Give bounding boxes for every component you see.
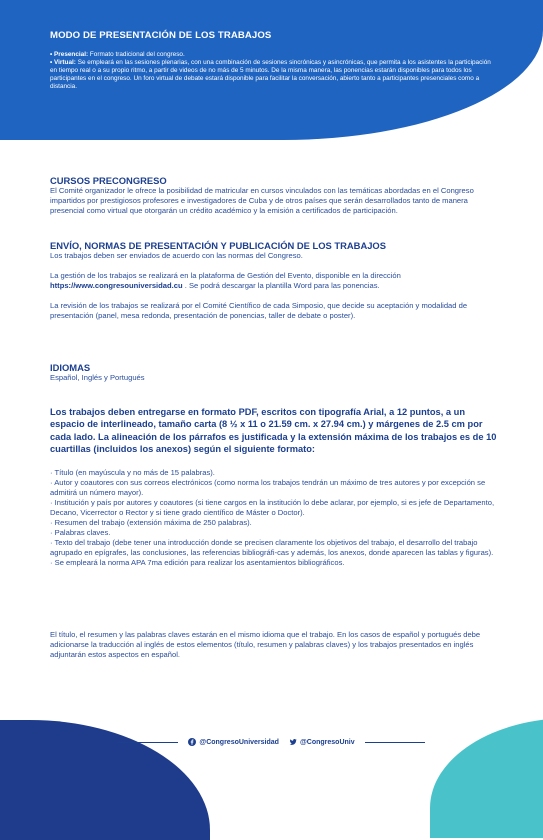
virtual-line <box>50 59 495 91</box>
platform-link[interactable]: https://www.congresouniversidad.cu <box>50 281 183 290</box>
formato-section <box>50 406 498 568</box>
cursos-text: El Comité organizador le ofrece la posibilidad de matricular en cursos vinculados con las temáticas abordadas en el Congreso impartidos por prestigiosos profesores e investigadores de Cuba y de otros países que serán desarrollados tanto de manera presencial como virtual que otorgarán un crédito académico y la emisión a certificados de participación. <box>50 186 474 215</box>
cursos-title: CURSOS PRECONGRESO <box>50 175 167 186</box>
presentation-mode-title: MODO DE PRESENTACIÓN DE LOS TRABAJOS <box>50 30 272 41</box>
virtual-label: • Virtual: <box>50 59 76 66</box>
formato-intro: Los trabajos deben entregarse en formato PDF, escritos con tipografía Arial, a 12 puntos, a un espacio de interlineado, tamaño carta (8 ½ x 11 o 21.59 cm. x 27.94 cm.) y márgenes de 2.5 cm por cada lado. La alineación de los párrafos es justificada y la extensión máxima de los trabajos es de 10 cuartillas (incluidos los anexos) según el siguiente formato: <box>50 407 497 455</box>
facebook-handle[interactable] <box>188 738 279 746</box>
presencial-line <box>50 51 495 59</box>
envio-p3: La revisión de los trabajos se realizará por el Comité Científico de cada Simposio, que decide su aceptación y modalidad de presentación (panel, mesa redonda, presentación de ponencias, taller de debate o poster). <box>50 301 468 320</box>
envio-p1: Los trabajos deben ser enviados de acuerdo con las normas del Congreso. <box>50 251 303 260</box>
envio-p2-after: . Se podrá descargar la plantilla Word para las ponencias. <box>182 281 380 290</box>
idiomas-section <box>50 362 498 383</box>
facebook-label: @CongresoUniversidad <box>199 738 279 746</box>
twitter-icon <box>289 738 297 746</box>
closing-section <box>50 630 498 660</box>
formato-item: · Resumen del trabajo (extensión máxima de 250 palabras). <box>50 517 252 527</box>
twitter-label: @CongresoUniv <box>299 738 355 746</box>
formato-item: · Se empleará la norma APA 7ma edición para realizar los asentamientos bibliográficos. <box>50 557 345 567</box>
formato-item: · Título (en mayúscula y no más de 15 palabras). <box>50 467 215 477</box>
idiomas-title: IDIOMAS <box>50 362 91 373</box>
presencial-text: Formato tradicional del congreso. <box>88 51 185 58</box>
presentation-mode-section <box>50 30 495 91</box>
envio-section <box>50 240 498 321</box>
closing-text: El título, el resumen y las palabras claves estarán en el mismo idioma que el trabajo. En los casos de español y portugués debe adicionarse la traducción al inglés de estos elementos (título, resumen y palabras claves) y los trabajos presentados en inglés adjuntarán estos aspectos en español. <box>50 630 481 659</box>
formato-list <box>50 468 498 568</box>
formato-item: · Institución y país por autores y coautores (si tiene cargos en la institución lo debe aclarar, por ejemplo, si es jefe de Departamento, Decano, Vicerrector o Rector y si tiene grado científico de Máster o Doctor). <box>50 497 495 517</box>
formato-item: · Texto del trabajo (debe tener una introducción donde se precisen claramente los objetivos del trabajo, el desarrollo del trabajo agrupado en epígrafes, las conclusiones, las referencias bibliográfi-cas y además, los anexos, donde aparecen las tablas y figuras). <box>50 537 494 557</box>
footer-rule-left <box>118 742 178 743</box>
idiomas-text: Español, Inglés y Portugués <box>50 373 145 382</box>
envio-title: ENVÍO, NORMAS DE PRESENTACIÓN Y PUBLICACIÓN DE LOS TRABAJOS <box>50 240 386 251</box>
formato-item: · Palabras claves. <box>50 527 111 537</box>
cursos-section <box>50 175 498 216</box>
envio-p2 <box>50 271 498 291</box>
footer-rule-right <box>365 742 425 743</box>
envio-p2-before: La gestión de los trabajos se realizará en la plataforma de Gestión del Evento, disponible en la dirección <box>50 271 401 280</box>
formato-item: · Autor y coautores con sus correos electrónicos (como norma los trabajos tendrán un máximo de tres autores y por excepción se admitirá un número mayor). <box>50 477 486 497</box>
presencial-label: • Presencial: <box>50 51 89 58</box>
twitter-handle[interactable] <box>289 738 355 746</box>
footer-social <box>0 735 543 749</box>
facebook-icon <box>188 738 196 746</box>
virtual-text: Se empleará en las sesiones plenarias, con una combinación de sesiones sincrónicas y asincrónicas, que permita a los asistentes la participación en tiempo real o a su propio ritmo, a partir de videos de no más de 5 minutos. De la misma manera, las ponencias estarán disponibles para todos los participantes en el congreso. Un foro virtual de debate estará disponible para facilitar la conversación, abierto tanto a participantes presenciales como a distancia. <box>50 59 491 90</box>
